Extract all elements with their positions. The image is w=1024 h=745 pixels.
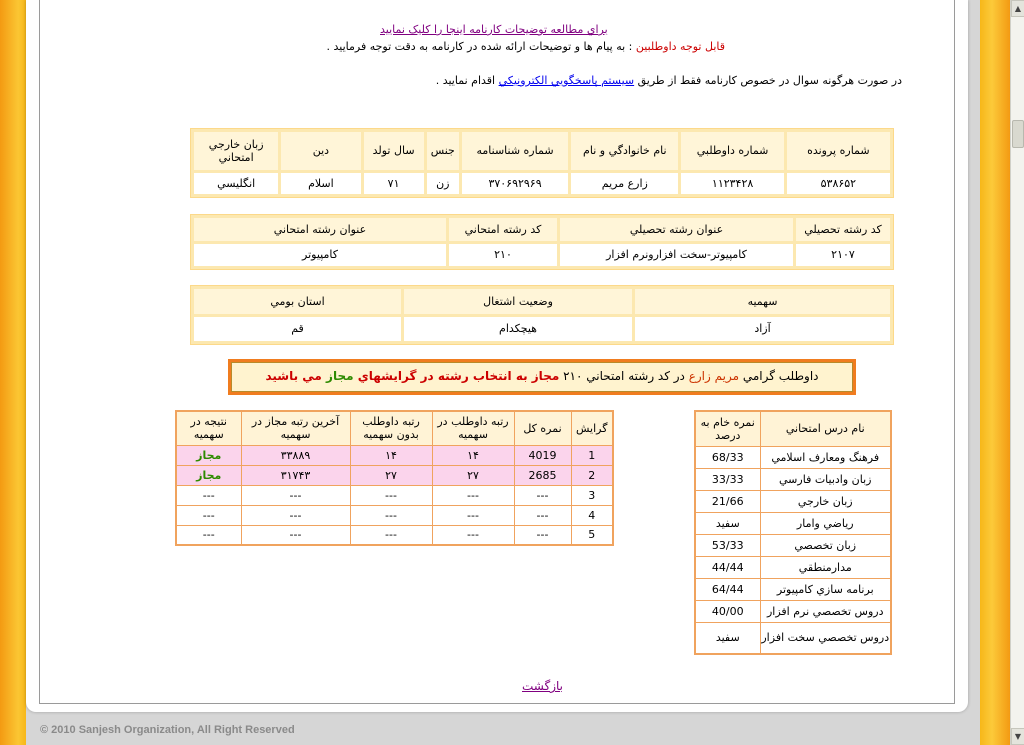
field-header-row (194, 218, 890, 241)
header-exam-field-code: كد رشته امتحاني (449, 218, 557, 241)
score-row (695, 468, 891, 490)
score-row (695, 622, 891, 654)
rank-no-quota: --- (350, 485, 432, 505)
header-raw-score: نمره خام به درصد (695, 411, 760, 446)
course-name: دروس تخصصي نرم افزار (760, 600, 891, 622)
header-track: گرايش (571, 411, 613, 445)
attention-label: قابل توجه داوطلبين (635, 40, 725, 53)
course-name: مدارمنطقي (760, 556, 891, 578)
result-message (231, 362, 853, 392)
header-full-name: نام خانوادگي و نام (571, 132, 678, 170)
rank-no-quota: --- (350, 525, 432, 545)
last-allowed-rank: --- (241, 505, 350, 525)
score-row (695, 556, 891, 578)
scores-header-row (695, 411, 891, 446)
header-study-field-code: كد رشته تحصيلي (796, 218, 890, 241)
question-before: در صورت هرگونه سوال در خصوص كارنامه فقط از طريق (634, 74, 902, 87)
rank-in-quota: --- (432, 505, 514, 525)
header-quota: سهميه (635, 289, 890, 314)
decorative-left-border (0, 0, 26, 745)
rank-no-quota: ۲۷ (350, 465, 432, 485)
rank-no-quota: --- (350, 505, 432, 525)
banner-allowed-text: مجاز به انتخاب رشته در گرايشهاي (353, 369, 560, 383)
quota-result: --- (176, 525, 241, 545)
score-row (695, 446, 891, 468)
total-score: --- (514, 525, 571, 545)
header-total-score: نمره كل (514, 411, 571, 445)
header-exam-field-title: عنوان رشته امتحاني (194, 218, 446, 241)
header-gender: جنس (427, 132, 459, 170)
course-score: 44/44 (695, 556, 760, 578)
rank-row (176, 525, 613, 545)
question-notice (400, 74, 902, 87)
total-score: --- (514, 505, 571, 525)
id-number-value: ۳۷۰۶۹۲۹۶۹ (462, 173, 568, 194)
rank-row (176, 445, 613, 465)
scroll-thumb[interactable] (1012, 120, 1024, 148)
last-allowed-rank: ۳۱۷۴۳ (241, 465, 350, 485)
employment-value: هيچكدام (404, 317, 632, 342)
full-name-value: زارع مريم (571, 173, 678, 194)
raw-scores-table (694, 410, 892, 655)
quota-result: --- (176, 485, 241, 505)
header-employment: وضعيت اشتغال (404, 289, 632, 314)
track-number: 5 (571, 525, 613, 545)
banner-allowed-word: مجاز (326, 369, 354, 383)
course-name: زبان وادبيات فارسي (760, 468, 891, 490)
scroll-down-icon[interactable]: ▼ (1011, 728, 1024, 745)
field-value-row (194, 244, 890, 267)
copyright-footer: © 2010 Sanjesh Organization, All Right Reserved (40, 724, 295, 736)
banner-name: مريم زارع (688, 369, 739, 383)
track-number: 4 (571, 505, 613, 525)
course-name: فرهنگ ومعارف اسلامي (760, 446, 891, 468)
header-candidate-number: شماره داوطلبي (681, 132, 783, 170)
course-score: سفيد (695, 512, 760, 534)
track-number: 1 (571, 445, 613, 465)
result-banner (228, 359, 856, 395)
foreign-language-value: انگليسي (194, 173, 278, 194)
quota-value: آزاد (635, 317, 890, 342)
status-info-table (190, 285, 894, 345)
header-id-number: شماره شناسنامه (462, 132, 568, 170)
header-religion: دين (281, 132, 360, 170)
vertical-scrollbar[interactable] (1010, 0, 1024, 745)
gender-value: زن (427, 173, 459, 194)
last-allowed-rank: --- (241, 525, 350, 545)
quota-result: مجاز (176, 445, 241, 465)
banner-ending: مي باشيد (265, 369, 327, 383)
study-field-title-value: كامپيوتر-سخت افزارونرم افزار (560, 244, 793, 267)
banner-code: در كد رشته امتحاني ۲۱۰ (559, 369, 689, 383)
rank-row (176, 465, 613, 485)
rank-row (176, 505, 613, 525)
attention-notice (280, 40, 725, 53)
course-score: سفيد (695, 622, 760, 654)
course-score: 53/33 (695, 534, 760, 556)
rank-no-quota: ۱۴ (350, 445, 432, 465)
exam-field-code-value: ۲۱۰ (449, 244, 557, 267)
birth-year-value: ۷۱ (364, 173, 424, 194)
candidate-number-value: ۱۱۲۳۴۲۸ (681, 173, 783, 194)
score-row (695, 578, 891, 600)
header-study-field-title: عنوان رشته تحصيلي (560, 218, 793, 241)
course-name: دروس تخصصي سخت افزار (760, 622, 891, 654)
scroll-up-icon[interactable]: ▲ (1011, 0, 1024, 17)
course-score: 68/33 (695, 446, 760, 468)
quota-result: مجاز (176, 465, 241, 485)
total-score: 4019 (514, 445, 571, 465)
header-rank-in-quota: رتبه داوطلب در سهميه (432, 411, 514, 445)
header-rank-no-quota: رتبه داوطلب بدون سهميه (350, 411, 432, 445)
header-file-number: شماره پرونده (787, 132, 890, 170)
native-province-value: قم (194, 317, 401, 342)
decorative-right-border (980, 0, 1010, 745)
score-row (695, 512, 891, 534)
last-allowed-rank: --- (241, 485, 350, 505)
rank-in-quota: --- (432, 485, 514, 505)
header-foreign-language: زبان خارجي امتحاني (194, 132, 278, 170)
rank-in-quota: ۲۷ (432, 465, 514, 485)
course-score: 33/33 (695, 468, 760, 490)
course-name: زبان خارجي (760, 490, 891, 512)
rank-results-table (175, 410, 614, 546)
course-score: 40/00 (695, 600, 760, 622)
header-native-province: استان بومي (194, 289, 401, 314)
field-info-table (190, 214, 894, 270)
study-field-code-value: ۲۱۰۷ (796, 244, 890, 267)
rank-in-quota: --- (432, 525, 514, 545)
ranks-header-row (176, 411, 613, 445)
total-score: --- (514, 485, 571, 505)
attention-text: : به پيام ها و توضيحات ارائه شده در كارنامه به دقت توجه فرماييد . (326, 40, 636, 53)
score-row (695, 490, 891, 512)
header-last-allowed-rank: آخرين رتبه مجاز در سهميه (241, 411, 350, 445)
course-name: زبان تخصصي (760, 534, 891, 556)
banner-greeting: داوطلب گرامي (739, 369, 819, 383)
score-row (695, 600, 891, 622)
religion-value: اسلام (281, 173, 360, 194)
total-score: 2685 (514, 465, 571, 485)
question-after: اقدام نماييد . (435, 74, 499, 87)
exam-field-title-value: كامپيوتر (194, 244, 446, 267)
back-link[interactable]: بازگشت (522, 679, 563, 693)
file-number-value: ۵۳۸۶۵۲ (787, 173, 890, 194)
header-course-name: نام درس امتحاني (760, 411, 891, 446)
score-row (695, 534, 891, 556)
last-allowed-rank: ۳۳۸۸۹ (241, 445, 350, 465)
status-header-row (194, 289, 890, 314)
rank-row (176, 485, 613, 505)
header-quota-result: نتيجه در سهميه (176, 411, 241, 445)
personal-value-row (194, 173, 890, 194)
track-number: 3 (571, 485, 613, 505)
course-name: برنامه سازي كامپيوتر (760, 578, 891, 600)
status-value-row (194, 317, 890, 342)
report-help-link[interactable]: براي مطالعه توضيحات كارنامه اينجا را كليک نماييد (380, 23, 608, 36)
personal-info-table (190, 128, 894, 198)
course-score: 21/66 (695, 490, 760, 512)
personal-header-row (194, 132, 890, 170)
header-birth-year: سال تولد (364, 132, 424, 170)
rank-in-quota: ۱۴ (432, 445, 514, 465)
track-number: 2 (571, 465, 613, 485)
course-name: رياضي وامار (760, 512, 891, 534)
quota-result: --- (176, 505, 241, 525)
support-system-link[interactable]: سيستم پاسخگويي الكترونيكي (498, 74, 635, 87)
course-score: 64/44 (695, 578, 760, 600)
